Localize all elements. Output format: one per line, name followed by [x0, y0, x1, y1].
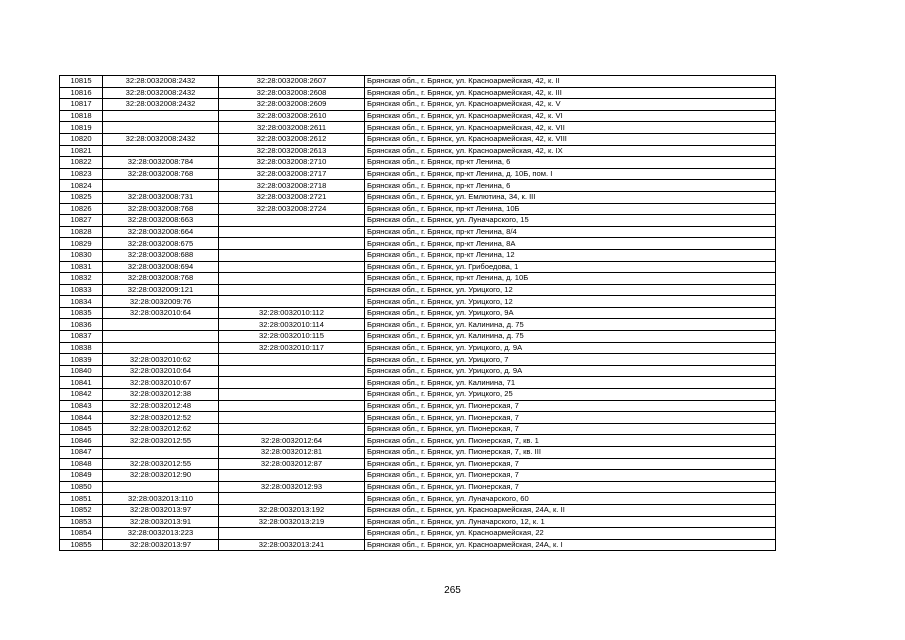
- premises-cadastral-number-cell: 32:28:0032013:192: [219, 504, 365, 516]
- cadastral-number-cell: 32:28:0032013:91: [103, 516, 219, 528]
- row-number-cell: 10852: [60, 504, 103, 516]
- address-cell: Брянская обл., г. Брянск, ул. Пионерская, 7: [365, 412, 776, 424]
- premises-cadastral-number-cell: 32:28:0032010:115: [219, 331, 365, 343]
- row-number-cell: 10848: [60, 458, 103, 470]
- cadastral-number-cell: 32:28:0032009:121: [103, 284, 219, 296]
- row-number-cell: 10842: [60, 389, 103, 401]
- address-cell: Брянская обл., г. Брянск, ул. Урицкого, 9А: [365, 307, 776, 319]
- table-row: [60, 133, 776, 145]
- row-number-cell: 10839: [60, 354, 103, 366]
- address-cell: Брянская обл., г. Брянск, ул. Урицкого, 12: [365, 296, 776, 308]
- table-row: [60, 365, 776, 377]
- premises-cadastral-number-cell: [219, 261, 365, 273]
- table-row: [60, 157, 776, 169]
- premises-cadastral-number-cell: [219, 238, 365, 250]
- address-cell: Брянская обл., г. Брянск, ул. Пионерская, 7: [365, 423, 776, 435]
- table-row: [60, 481, 776, 493]
- address-cell: Брянская обл., г. Брянск, ул. Пионерская, 7, кв. III: [365, 447, 776, 459]
- premises-cadastral-number-cell: [219, 226, 365, 238]
- address-cell: Брянская обл., г. Брянск, пр-кт Ленина, 6: [365, 157, 776, 169]
- row-number-cell: 10832: [60, 273, 103, 285]
- address-cell: Брянская обл., г. Брянск, ул. Урицкого, 12: [365, 284, 776, 296]
- address-cell: Брянская обл., г. Брянск, пр-кт Ленина, 8/4: [365, 226, 776, 238]
- premises-cadastral-number-cell: 32:28:0032010:117: [219, 342, 365, 354]
- table-row: [60, 516, 776, 528]
- cadastral-number-cell: 32:28:0032008:731: [103, 191, 219, 203]
- premises-cadastral-number-cell: 32:28:0032008:2612: [219, 133, 365, 145]
- table-row: [60, 191, 776, 203]
- cadastral-number-cell: 32:28:0032013:97: [103, 539, 219, 551]
- premises-cadastral-number-cell: 32:28:0032013:219: [219, 516, 365, 528]
- row-number-cell: 10818: [60, 110, 103, 122]
- table-row: [60, 377, 776, 389]
- table-row: [60, 354, 776, 366]
- address-cell: Брянская обл., г. Брянск, ул. Урицкого, 7: [365, 354, 776, 366]
- table-row: [60, 87, 776, 99]
- address-cell: Брянская обл., г. Брянск, ул. Калинина, д. 75: [365, 331, 776, 343]
- cadastral-number-cell: 32:28:0032013:223: [103, 528, 219, 540]
- cadastral-number-cell: 32:28:0032010:67: [103, 377, 219, 389]
- row-number-cell: 10817: [60, 99, 103, 111]
- cadastral-number-cell: [103, 180, 219, 192]
- address-cell: Брянская обл., г. Брянск, ул. Луначарского, 60: [365, 493, 776, 505]
- cadastral-number-cell: [103, 110, 219, 122]
- row-number-cell: 10850: [60, 481, 103, 493]
- premises-cadastral-number-cell: 32:28:0032012:87: [219, 458, 365, 470]
- address-cell: Брянская обл., г. Брянск, ул. Красноармейская, 24А, к. II: [365, 504, 776, 516]
- table-row: [60, 389, 776, 401]
- row-number-cell: 10853: [60, 516, 103, 528]
- table-row: [60, 249, 776, 261]
- address-cell: Брянская обл., г. Брянск, пр-кт Ленина, д. 10Б, пом. I: [365, 168, 776, 180]
- address-cell: Брянская обл., г. Брянск, ул. Урицкого, 25: [365, 389, 776, 401]
- row-number-cell: 10846: [60, 435, 103, 447]
- cadastral-number-cell: [103, 319, 219, 331]
- row-number-cell: 10822: [60, 157, 103, 169]
- premises-cadastral-number-cell: [219, 365, 365, 377]
- row-number-cell: 10851: [60, 493, 103, 505]
- address-cell: Брянская обл., г. Брянск, ул. Красноармейская, 22: [365, 528, 776, 540]
- cadastral-number-cell: 32:28:0032008:694: [103, 261, 219, 273]
- premises-cadastral-number-cell: [219, 273, 365, 285]
- address-cell: Брянская обл., г. Брянск, ул. Грибоедова, 1: [365, 261, 776, 273]
- address-cell: Брянская обл., г. Брянск, ул. Калинина, д. 75: [365, 319, 776, 331]
- cadastral-number-cell: 32:28:0032012:55: [103, 435, 219, 447]
- cadastral-number-cell: 32:28:0032012:48: [103, 400, 219, 412]
- address-cell: Брянская обл., г. Брянск, ул. Пионерская, 7, кв. 1: [365, 435, 776, 447]
- table-row: [60, 145, 776, 157]
- row-number-cell: 10845: [60, 423, 103, 435]
- address-cell: Брянская обл., г. Брянск, ул. Красноармейская, 24А, к. I: [365, 539, 776, 551]
- premises-cadastral-number-cell: 32:28:0032008:2721: [219, 191, 365, 203]
- premises-cadastral-number-cell: [219, 528, 365, 540]
- row-number-cell: 10854: [60, 528, 103, 540]
- address-cell: Брянская обл., г. Брянск, ул. Пионерская, 7: [365, 470, 776, 482]
- cadastral-number-cell: 32:28:0032013:110: [103, 493, 219, 505]
- row-number-cell: 10823: [60, 168, 103, 180]
- row-number-cell: 10820: [60, 133, 103, 145]
- address-cell: Брянская обл., г. Брянск, пр-кт Ленина, 8А: [365, 238, 776, 250]
- row-number-cell: 10828: [60, 226, 103, 238]
- address-cell: Брянская обл., г. Брянск, ул. Пионерская, 7: [365, 400, 776, 412]
- table-row: [60, 458, 776, 470]
- table-row: [60, 342, 776, 354]
- table-row: [60, 470, 776, 482]
- table-row: [60, 226, 776, 238]
- table-row: [60, 539, 776, 551]
- premises-cadastral-number-cell: [219, 215, 365, 227]
- address-cell: Брянская обл., г. Брянск, ул. Красноармейская, 42, к. IX: [365, 145, 776, 157]
- address-cell: Брянская обл., г. Брянск, ул. Красноармейская, 42, к. V: [365, 99, 776, 111]
- cadastral-number-cell: [103, 342, 219, 354]
- premises-cadastral-number-cell: 32:28:0032010:114: [219, 319, 365, 331]
- premises-cadastral-number-cell: [219, 377, 365, 389]
- cadastral-number-cell: 32:28:0032008:768: [103, 273, 219, 285]
- address-cell: Брянская обл., г. Брянск, ул. Красноармейская, 42, к. III: [365, 87, 776, 99]
- cadastral-number-cell: 32:28:0032010:64: [103, 307, 219, 319]
- table-row: [60, 307, 776, 319]
- table-row: [60, 76, 776, 88]
- cadastral-number-cell: 32:28:0032008:768: [103, 168, 219, 180]
- cadastral-number-cell: [103, 447, 219, 459]
- row-number-cell: 10841: [60, 377, 103, 389]
- premises-cadastral-number-cell: 32:28:0032008:2611: [219, 122, 365, 134]
- address-cell: Брянская обл., г. Брянск, ул. Луначарского, 12, к. 1: [365, 516, 776, 528]
- table-row: [60, 296, 776, 308]
- table-row: [60, 273, 776, 285]
- cadastral-number-cell: 32:28:0032008:664: [103, 226, 219, 238]
- cadastral-number-cell: 32:28:0032008:784: [103, 157, 219, 169]
- cadastral-number-cell: 32:28:0032012:55: [103, 458, 219, 470]
- address-cell: Брянская обл., г. Брянск, ул. Луначарского, 15: [365, 215, 776, 227]
- premises-cadastral-number-cell: 32:28:0032008:2717: [219, 168, 365, 180]
- row-number-cell: 10819: [60, 122, 103, 134]
- cadastral-number-cell: 32:28:0032010:64: [103, 365, 219, 377]
- row-number-cell: 10825: [60, 191, 103, 203]
- row-number-cell: 10829: [60, 238, 103, 250]
- premises-cadastral-number-cell: [219, 249, 365, 261]
- table-row: [60, 528, 776, 540]
- row-number-cell: 10849: [60, 470, 103, 482]
- premises-cadastral-number-cell: 32:28:0032008:2710: [219, 157, 365, 169]
- address-cell: Брянская обл., г. Брянск, пр-кт Ленина, 12: [365, 249, 776, 261]
- address-cell: Брянская обл., г. Брянск, ул. Емлютина, 34, к. III: [365, 191, 776, 203]
- row-number-cell: 10827: [60, 215, 103, 227]
- premises-cadastral-number-cell: [219, 284, 365, 296]
- address-cell: Брянская обл., г. Брянск, пр-кт Ленина, 10Б: [365, 203, 776, 215]
- row-number-cell: 10834: [60, 296, 103, 308]
- premises-cadastral-number-cell: 32:28:0032013:241: [219, 539, 365, 551]
- row-number-cell: 10815: [60, 76, 103, 88]
- premises-cadastral-number-cell: 32:28:0032008:2613: [219, 145, 365, 157]
- cadastral-number-cell: 32:28:0032008:663: [103, 215, 219, 227]
- cadastral-number-cell: 32:28:0032012:62: [103, 423, 219, 435]
- row-number-cell: 10824: [60, 180, 103, 192]
- row-number-cell: 10830: [60, 249, 103, 261]
- cadastral-number-cell: 32:28:0032012:90: [103, 470, 219, 482]
- premises-cadastral-number-cell: 32:28:0032008:2610: [219, 110, 365, 122]
- premises-cadastral-number-cell: 32:28:0032008:2608: [219, 87, 365, 99]
- cadastral-table: [59, 75, 776, 551]
- cadastral-number-cell: [103, 145, 219, 157]
- table-row: [60, 284, 776, 296]
- table-row: [60, 423, 776, 435]
- address-cell: Брянская обл., г. Брянск, ул. Красноармейская, 42, к. VII: [365, 122, 776, 134]
- premises-cadastral-number-cell: [219, 389, 365, 401]
- row-number-cell: 10855: [60, 539, 103, 551]
- row-number-cell: 10838: [60, 342, 103, 354]
- premises-cadastral-number-cell: [219, 423, 365, 435]
- table-row: [60, 215, 776, 227]
- row-number-cell: 10837: [60, 331, 103, 343]
- address-cell: Брянская обл., г. Брянск, ул. Пионерская, 7: [365, 481, 776, 493]
- table-row: [60, 203, 776, 215]
- cadastral-number-cell: 32:28:0032008:2432: [103, 99, 219, 111]
- table-row: [60, 331, 776, 343]
- cadastral-number-cell: 32:28:0032013:97: [103, 504, 219, 516]
- address-cell: Брянская обл., г. Брянск, пр-кт Ленина, 6: [365, 180, 776, 192]
- table-row: [60, 168, 776, 180]
- cadastral-number-cell: [103, 331, 219, 343]
- cadastral-number-cell: 32:28:0032008:688: [103, 249, 219, 261]
- premises-cadastral-number-cell: 32:28:0032008:2607: [219, 76, 365, 88]
- cadastral-number-cell: [103, 122, 219, 134]
- table-row: [60, 110, 776, 122]
- premises-cadastral-number-cell: 32:28:0032008:2724: [219, 203, 365, 215]
- premises-cadastral-number-cell: [219, 354, 365, 366]
- address-cell: Брянская обл., г. Брянск, ул. Урицкого, д. 9А: [365, 365, 776, 377]
- address-cell: Брянская обл., г. Брянск, ул. Красноармейская, 42, к. VI: [365, 110, 776, 122]
- row-number-cell: 10831: [60, 261, 103, 273]
- row-number-cell: 10835: [60, 307, 103, 319]
- cadastral-number-cell: 32:28:0032012:52: [103, 412, 219, 424]
- address-cell: Брянская обл., г. Брянск, ул. Калинина, 71: [365, 377, 776, 389]
- premises-cadastral-number-cell: [219, 470, 365, 482]
- address-cell: Брянская обл., г. Брянск, ул. Пионерская, 7: [365, 458, 776, 470]
- cadastral-number-cell: 32:28:0032009:76: [103, 296, 219, 308]
- premises-cadastral-number-cell: [219, 296, 365, 308]
- table-row: [60, 99, 776, 111]
- row-number-cell: 10847: [60, 447, 103, 459]
- row-number-cell: 10816: [60, 87, 103, 99]
- row-number-cell: 10821: [60, 145, 103, 157]
- cadastral-number-cell: 32:28:0032008:675: [103, 238, 219, 250]
- cadastral-number-cell: 32:28:0032008:768: [103, 203, 219, 215]
- row-number-cell: 10833: [60, 284, 103, 296]
- premises-cadastral-number-cell: 32:28:0032008:2609: [219, 99, 365, 111]
- table-row: [60, 504, 776, 516]
- address-cell: Брянская обл., г. Брянск, ул. Красноармейская, 42, к. II: [365, 76, 776, 88]
- address-cell: Брянская обл., г. Брянск, ул. Красноармейская, 42, к. VIII: [365, 133, 776, 145]
- cadastral-number-cell: 32:28:0032008:2432: [103, 76, 219, 88]
- table-row: [60, 180, 776, 192]
- row-number-cell: 10843: [60, 400, 103, 412]
- address-cell: Брянская обл., г. Брянск, пр-кт Ленина, д. 10Б: [365, 273, 776, 285]
- premises-cadastral-number-cell: 32:28:0032012:81: [219, 447, 365, 459]
- premises-cadastral-number-cell: 32:28:0032008:2718: [219, 180, 365, 192]
- cadastral-number-cell: [103, 481, 219, 493]
- table-row: [60, 435, 776, 447]
- cadastral-number-cell: 32:28:0032012:38: [103, 389, 219, 401]
- premises-cadastral-number-cell: 32:28:0032012:93: [219, 481, 365, 493]
- row-number-cell: 10840: [60, 365, 103, 377]
- table-row: [60, 122, 776, 134]
- cadastral-number-cell: 32:28:0032008:2432: [103, 133, 219, 145]
- table-row: [60, 261, 776, 273]
- premises-cadastral-number-cell: [219, 493, 365, 505]
- table-row: [60, 412, 776, 424]
- premises-cadastral-number-cell: [219, 412, 365, 424]
- row-number-cell: 10844: [60, 412, 103, 424]
- premises-cadastral-number-cell: [219, 400, 365, 412]
- table-row: [60, 493, 776, 505]
- table-row: [60, 447, 776, 459]
- table-row: [60, 400, 776, 412]
- table-row: [60, 238, 776, 250]
- row-number-cell: 10826: [60, 203, 103, 215]
- table-body: [60, 76, 776, 551]
- premises-cadastral-number-cell: 32:28:0032010:112: [219, 307, 365, 319]
- cadastral-number-cell: 32:28:0032008:2432: [103, 87, 219, 99]
- premises-cadastral-number-cell: 32:28:0032012:64: [219, 435, 365, 447]
- row-number-cell: 10836: [60, 319, 103, 331]
- address-cell: Брянская обл., г. Брянск, ул. Урицкого, д. 9А: [365, 342, 776, 354]
- page-number: 265: [444, 585, 461, 596]
- table-row: [60, 319, 776, 331]
- cadastral-number-cell: 32:28:0032010:62: [103, 354, 219, 366]
